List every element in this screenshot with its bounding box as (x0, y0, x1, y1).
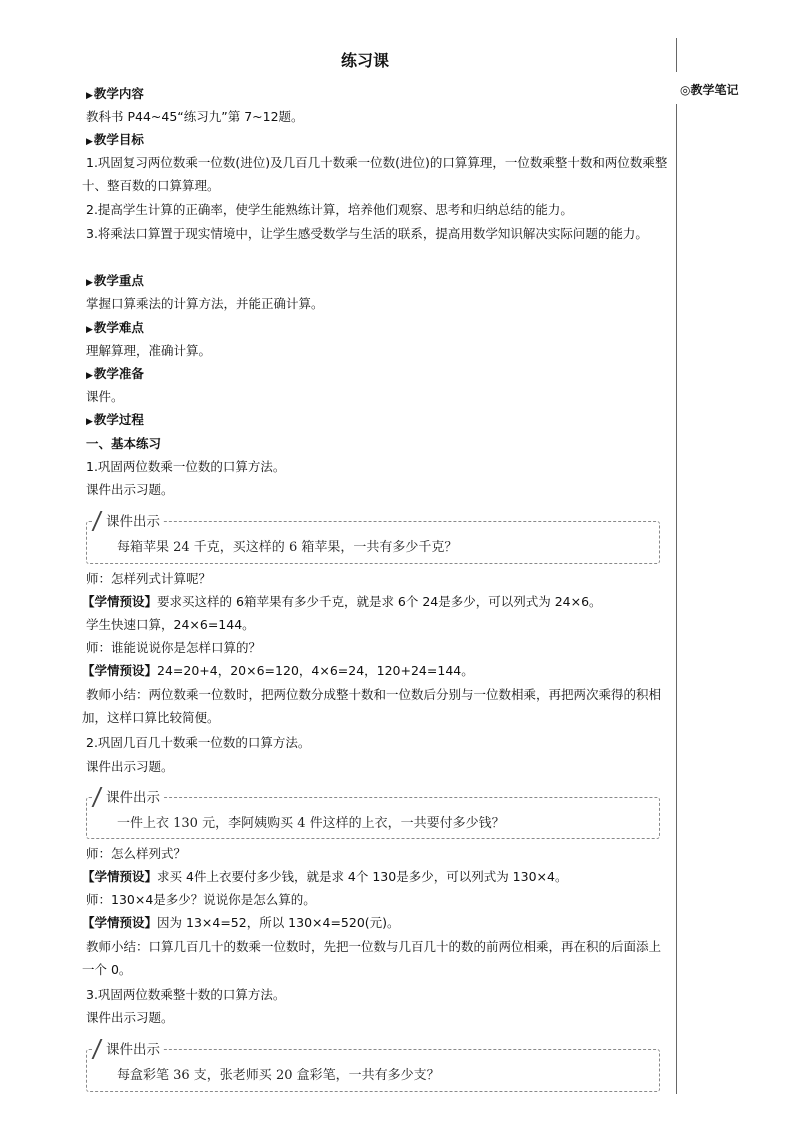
heading-preparation: ▶教学准备 (86, 366, 144, 381)
triangle-icon: ▶ (86, 91, 93, 101)
ex3-title: 3.巩固两位数乘整十数的口算方法。 (86, 987, 286, 1002)
ex2-summary: 教师小结：口算几百几十的数乘一位数时，先把一位数与几百几十的数的前两位相乘，再在积的后面添上一个 0。 (82, 939, 662, 977)
slash-icon (92, 1039, 107, 1059)
ex2-show: 课件出示习题。 (86, 759, 174, 774)
preparation-text: 课件。 (86, 389, 124, 404)
triangle-icon: ▶ (86, 417, 93, 427)
heading-content: ▶教学内容 (86, 86, 144, 101)
ex2-teacher-q1: 师：怎么样列式？ (86, 846, 187, 861)
ex1-summary: 教师小结：两位数乘一位数时，把两位数分成整十数和一位数后分别与一位数相乘，再把两次乘得的积相加，这样口算比较简便。 (82, 687, 662, 725)
content-text: 教科书 P44~45“练习九”第 7~12题。 (86, 109, 304, 124)
heading-key: ▶教学重点 (86, 273, 144, 288)
key-text: 掌握口算乘法的计算方法，并能正确计算。 (86, 296, 324, 311)
triangle-icon: ▶ (86, 371, 93, 381)
ex2-question: 一件上衣 130 元，李阿姨购买 4 件这样的上衣，一共要付多少钱？ (117, 816, 505, 831)
ex3-courseware-box (86, 1049, 660, 1092)
slash-icon (92, 511, 107, 531)
ex2-answer-2: 【学情预设】因为 13×4=52，所以 130×4=520(元)。 (82, 915, 400, 930)
triangle-icon: ▶ (86, 137, 93, 147)
ex3-show: 课件出示习题。 (86, 1010, 174, 1025)
ex1-show: 课件出示习题。 (86, 482, 174, 497)
teaching-notes-label: ◎教学笔记 (680, 83, 739, 97)
ex1-teacher-q1: 师：怎样列式计算呢？ (86, 571, 212, 586)
difficulty-text: 理解算理，准确计算。 (86, 343, 212, 358)
ex2-courseware-box (86, 797, 660, 839)
ex1-courseware-tag: 课件出示 (94, 510, 163, 531)
ex2-courseware-tag: 课件出示 (94, 786, 163, 807)
ex2-answer-1: 【学情预设】求买 4件上衣要付多少钱，就是求 4个 130是多少，可以列式为 130×4。 (82, 869, 568, 884)
margin-rule (676, 104, 677, 1094)
goal-2: 2.提高学生计算的正确率，使学生能熟练计算，培养他们观察、思考和归纳总结的能力。 (86, 202, 573, 217)
heading-process: ▶教学过程 (86, 412, 144, 427)
goal-1: 1.巩固复习两位数乘一位数(进位)及几百几十数乘一位数(进位)的口算算理，一位数乘整十数和两位数乘整十、整百数的口算算理。 (82, 155, 668, 193)
ex1-title: 1.巩固两位数乘一位数的口算方法。 (86, 459, 286, 474)
heading-goals: ▶教学目标 (86, 132, 144, 147)
ex1-question: 每箱苹果 24 千克，买这样的 6 箱苹果，一共有多少千克？ (117, 540, 458, 555)
ex2-title: 2.巩固几百几十数乘一位数的口算方法。 (86, 735, 311, 750)
ex1-answer-2: 【学情预设】24=20+4，20×6=120，4×6=24，120+24=144。 (82, 663, 474, 678)
page-title: 练习课 (340, 51, 389, 70)
ex3-courseware-tag: 课件出示 (94, 1038, 163, 1059)
ex1-teacher-q2: 师：谁能说说你是怎样口算的？ (86, 640, 262, 655)
ex2-teacher-q2: 师：130×4是多少？说说你是怎么算的。 (86, 892, 316, 907)
ex1-answer-1: 【学情预设】要求买这样的 6箱苹果有多少千克，就是求 6个 24是多少，可以列式为 24×6。 (82, 594, 602, 609)
part-1-heading: 一、基本练习 (86, 436, 162, 451)
slash-icon (92, 787, 107, 807)
heading-difficulty: ▶教学难点 (86, 320, 144, 335)
ex1-student: 学生快速口算，24×6=144。 (86, 617, 255, 632)
ex1-courseware-box (86, 521, 660, 564)
ex3-question: 每盒彩笔 36 支，张老师买 20 盒彩笔，一共有多少支？ (117, 1068, 440, 1083)
triangle-icon: ▶ (86, 325, 93, 335)
triangle-icon: ▶ (86, 278, 93, 288)
goal-3: 3.将乘法口算置于现实情境中，让学生感受数学与生活的联系，提高用数学知识解决实际问题的能力。 (86, 226, 648, 241)
